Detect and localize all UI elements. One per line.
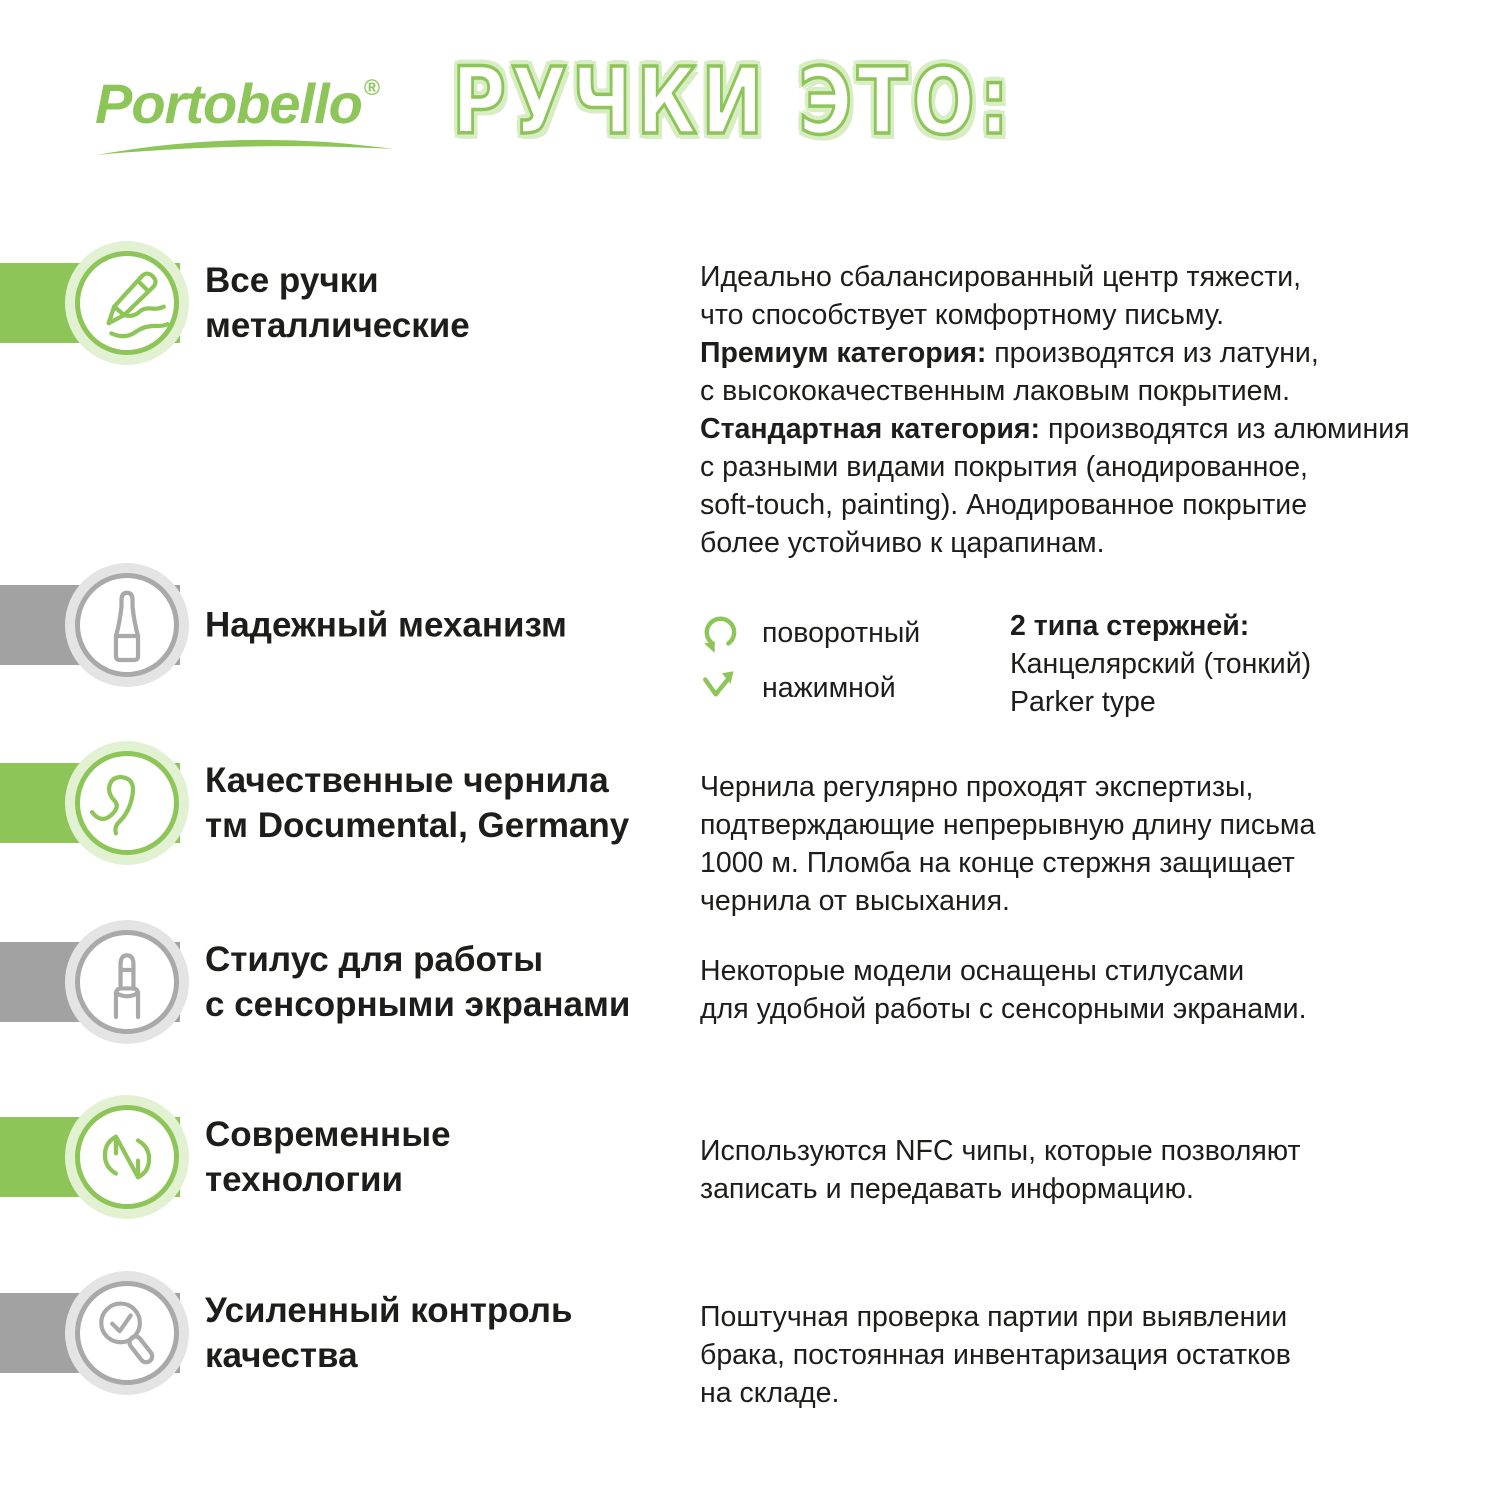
mechanism-item: поворотный	[700, 613, 920, 653]
body-line: подтверждающие непрерывную длину письма	[700, 809, 1316, 841]
body-line: Стандартная категория: производятся из алюминия	[700, 413, 1410, 445]
icon-circle	[65, 1095, 189, 1219]
page-title: РУЧКИ ЭТО:	[452, 48, 1014, 155]
logo-swoosh	[95, 138, 395, 160]
body-line: для удобной работы с сенсорными экранами.	[700, 993, 1307, 1025]
feature-row-ink	[0, 741, 1500, 917]
feature-title: Современные технологии	[205, 1115, 451, 1199]
body-line: на складе.	[700, 1377, 840, 1409]
feature-description	[700, 1298, 1291, 1412]
pen-writing-icon	[81, 257, 173, 349]
feature-title: Стилус для работы с сенсорными экранами	[205, 940, 631, 1024]
feature-description	[700, 1132, 1301, 1208]
refill-item: Parker type	[1010, 686, 1156, 718]
body-line: 1000 м. Пломба на конце стержня защищает	[700, 847, 1295, 879]
logo-wordmark	[95, 60, 395, 135]
body-line: Поштучная проверка партии при выявлении	[700, 1301, 1288, 1333]
icon-circle	[65, 920, 189, 1044]
feature-row-metal	[0, 241, 1500, 559]
body-line: Используются NFC чипы, которые позволяют	[700, 1135, 1301, 1167]
feature-description	[700, 258, 1410, 562]
registered-mark: ®	[363, 75, 380, 100]
feature-row-stylus	[0, 920, 1500, 1044]
body-line: записать и передавать информацию.	[700, 1173, 1194, 1205]
portobello-logo	[95, 60, 395, 160]
nfc-icon	[81, 1111, 173, 1203]
body-line: Идеально сбалансированный центр тяжести,	[700, 261, 1302, 293]
feature-title: Все ручки металлические	[205, 261, 470, 345]
body-line: с разными видами покрытия (анодированное,	[700, 451, 1308, 483]
feature-description	[700, 768, 1315, 920]
mechanism-list	[700, 613, 920, 723]
ink-squiggle-icon	[81, 757, 173, 849]
body-line: Некоторые модели оснащены стилусами	[700, 955, 1245, 987]
mechanism-item: нажимной	[700, 668, 920, 708]
stylus-icon	[81, 936, 173, 1028]
icon-circle	[65, 741, 189, 865]
body-line: более устойчиво к царапинам.	[700, 527, 1105, 559]
feature-row-quality	[0, 1271, 1500, 1409]
body-line: что способствует комфортному письму.	[700, 299, 1225, 331]
feature-row-technology	[0, 1095, 1500, 1219]
body-line: брака, постоянная инвентаризация остатков	[700, 1339, 1291, 1371]
magnifier-check-icon	[81, 1287, 173, 1379]
body-line: Чернила регулярно проходят экспертизы,	[700, 771, 1254, 803]
logo-text: Portobello	[95, 72, 362, 135]
feature-title: Надежный механизм	[205, 605, 567, 645]
body-line: soft-touch, painting). Анодированное покрытие	[700, 489, 1308, 521]
refills-heading: 2 типа стержней:	[1010, 610, 1250, 642]
feature-row-mechanism	[0, 563, 1500, 718]
icon-circle	[65, 563, 189, 687]
feature-title: Усиленный контроль качества	[205, 1291, 573, 1375]
pen-tip-icon	[81, 579, 173, 671]
feature-title: Качественные чернила тм Documental, Germany	[205, 761, 630, 845]
rotary-arrow-icon	[700, 612, 742, 654]
feature-description	[700, 952, 1307, 1028]
push-arrow-icon	[700, 667, 742, 709]
icon-circle	[65, 1271, 189, 1395]
refill-item: Канцелярский (тонкий)	[1010, 648, 1312, 680]
icon-circle	[65, 241, 189, 365]
refill-types	[1010, 607, 1311, 721]
body-line: с высококачественным лаковым покрытием.	[700, 375, 1290, 407]
body-line: Премиум категория: производятся из латуни,	[700, 337, 1319, 369]
body-line: чернила от высыхания.	[700, 885, 1010, 917]
